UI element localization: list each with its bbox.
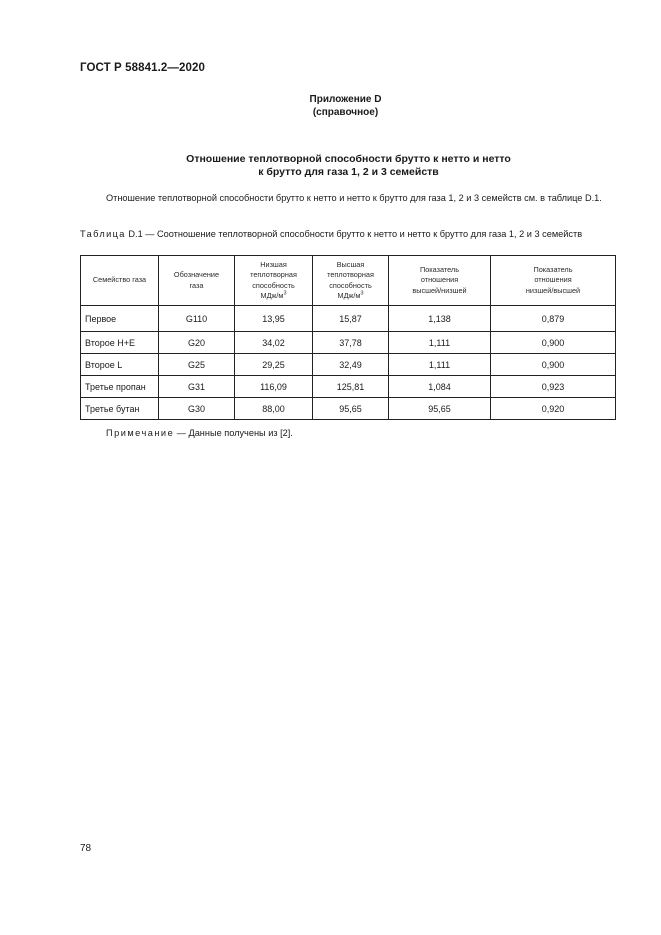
table-caption-label: Таблица — [80, 229, 126, 239]
annex-type: (справочное) — [312, 107, 379, 118]
cell-code: G110 — [159, 306, 235, 332]
gas-ratio-table — [80, 255, 616, 420]
cell-ratio-lh: 0,900 — [491, 354, 616, 376]
cell-lower: 13,95 — [235, 306, 313, 332]
cell-ratio-hl: 95,65 — [389, 398, 491, 420]
annex-heading — [0, 93, 661, 119]
cell-lower: 34,02 — [235, 332, 313, 354]
cell-family: Второе L — [81, 354, 159, 376]
cell-higher: 95,65 — [313, 398, 389, 420]
table-row — [81, 398, 616, 420]
table-caption-text: D.1 — Соотношение теплотворной способности брутто к нетто и нетто к брутто для газа 1, 2 и 3 семейств — [125, 229, 583, 239]
cell-higher: 15,87 — [313, 306, 389, 332]
cell-code: G25 — [159, 354, 235, 376]
header-designation: Обозначение газа — [159, 256, 235, 306]
cell-family: Третье бутан — [81, 398, 159, 420]
section-title-line-2: к брутто для газа 1, 2 и 3 семейств — [258, 166, 439, 178]
cell-ratio-lh: 0,879 — [491, 306, 616, 332]
cell-ratio-hl: 1,084 — [389, 376, 491, 398]
header-lower-heating-value: Низшая теплотворная способность МДж/$м^3$ — [235, 256, 313, 306]
annex-title: Приложение D — [309, 94, 382, 105]
cell-ratio-lh: 0,900 — [491, 332, 616, 354]
section-title — [0, 153, 661, 179]
note-label: Примечание — [106, 428, 175, 438]
section-title-line-1: Отношение теплотворной способности брутто к нетто и нетто — [186, 153, 511, 165]
header-ratio-lower-higher: Показатель отношения низшей/высшей — [491, 256, 616, 306]
header-family: Семейство газа — [81, 256, 159, 306]
page-number: 78 — [80, 843, 92, 854]
cell-lower: 116,09 — [235, 376, 313, 398]
cell-ratio-hl: 1,138 — [389, 306, 491, 332]
cell-code: G30 — [159, 398, 235, 420]
cell-ratio-hl: 1,111 — [389, 332, 491, 354]
standard-header: ГОСТ Р 58841.2—2020 — [80, 62, 205, 74]
cell-ratio-hl: 1,111 — [389, 354, 491, 376]
table-header-row — [81, 256, 616, 306]
cell-code: G31 — [159, 376, 235, 398]
table-row — [81, 376, 616, 398]
table-caption — [80, 228, 614, 240]
cell-family: Первое — [81, 306, 159, 332]
cell-higher: 32,49 — [313, 354, 389, 376]
table-row — [81, 332, 616, 354]
header-higher-heating-value: Высшая теплотворная способность МДж/$м^3$ — [313, 256, 389, 306]
note-text: — Данные получены из [2]. — [174, 428, 293, 438]
cell-family: Третье пропан — [81, 376, 159, 398]
cell-higher: 37,78 — [313, 332, 389, 354]
table-row — [81, 306, 616, 332]
cell-ratio-lh: 0,923 — [491, 376, 616, 398]
cell-lower: 88,00 — [235, 398, 313, 420]
cell-ratio-lh: 0,920 — [491, 398, 616, 420]
cell-family: Второе H+E — [81, 332, 159, 354]
cell-lower: 29,25 — [235, 354, 313, 376]
cell-higher: 125,81 — [313, 376, 389, 398]
table-note — [106, 428, 293, 438]
header-ratio-higher-lower: Показатель отношения высшей/низшей — [389, 256, 491, 306]
table-row — [81, 354, 616, 376]
intro-paragraph: Отношение теплотворной способности брутто к нетто и нетто к брутто для газа 1, 2 и 3 семейств см. в таблице D.1. — [106, 193, 602, 203]
cell-code: G20 — [159, 332, 235, 354]
